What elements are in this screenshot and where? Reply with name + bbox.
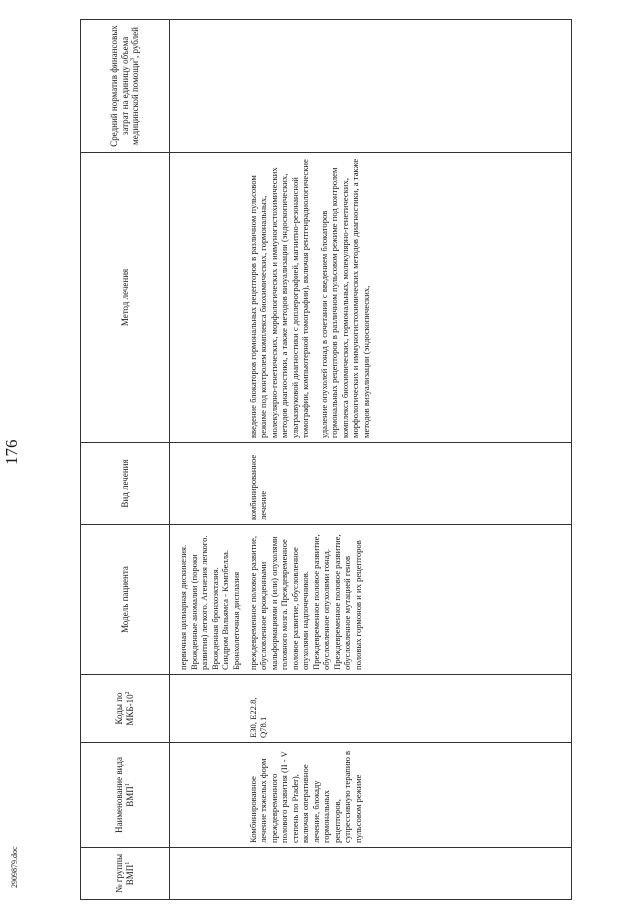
vmp-table [80,19,572,900]
treatment-method-2: удаление опухолей гонад в сочетании с введением блокаторов гормональных рецепторов в различном пульсовом режиме под контролем комплекса биохимических, гормональных, молекулярно-генетических, морфологических и иммуногистохимических методов диагностики, а также методов визуализации (эндоскопических, [318,158,371,438]
table-header-row [81,20,170,900]
header-vmp-name: Наименование вида ВМП$^1$ [81,743,170,848]
cell-patient-model: преждевременное половое развитие, обусловленное врожденными мальформациями и (или) опухолями головного мозга. Преждевременное половое развитие, обусловленное опухолями надпочечников. Преждевременное половое развитие, обусловленное опухолями гонад. Преждевременное половое развитие, обусловленное мутацией генов половых гормонов и их рецепторов [245,525,572,675]
continued-patient-model: первичная цилиарная дискинезия. Врожденные аномалии (пороки развития) легкого. Агенезия легкого. Врожденная бронхоэктазия. Синдром Вильямса - Кэмпбелла. Бронхолегочная дисплазия [170,525,246,675]
table-row [245,20,572,900]
page-number: 176 [2,439,21,465]
cell-avg-cost [245,20,572,153]
cell-group-no [245,848,572,900]
rotated-page [2,0,635,900]
header-treatment-type: Вид лечения [81,443,170,525]
cell-treatment-type: комбинированное лечение [245,443,572,525]
header-treatment-method: Метод лечения [81,153,170,443]
cell-vmp-name: Комбинированное лечение тяжелых форм преждевременного полового развития (II - V степень по Prader), включая оперативное лечение, блокаду гормональных рецепторов, супрессивную терапию в пульсовом режиме [245,743,572,848]
treatment-method-1: введение блокаторов гормональных рецепторов в различном пульсовом режиме под контролем комплекса биохимических, гормональных, молекулярно-генетических, морфологических и иммуногистохимических методов диагностики, а также методов визуализации (эндоскопических, ультразвуковой диагностики с доплерографией, магнитно-резонансной томографии, компьютерной томографии), включая рентгенрадиологические [248,159,311,438]
table-continuation-row [170,20,246,900]
header-icd-codes: Коды по МКБ-$10^2$ [81,675,170,743]
cell-treatment-method [245,153,572,443]
header-group-no: № группы ВМП$^1$ [81,848,170,900]
cell-icd-codes: E30, E22.8, Q78.1 [245,675,572,743]
header-avg-cost: Средний норматив финансовых затрат на единицу объема медицинской помощи$^3$, рублей [81,20,170,153]
document-code: 2909879.doc [10,846,19,888]
header-patient-model: Модель пациента [81,525,170,675]
